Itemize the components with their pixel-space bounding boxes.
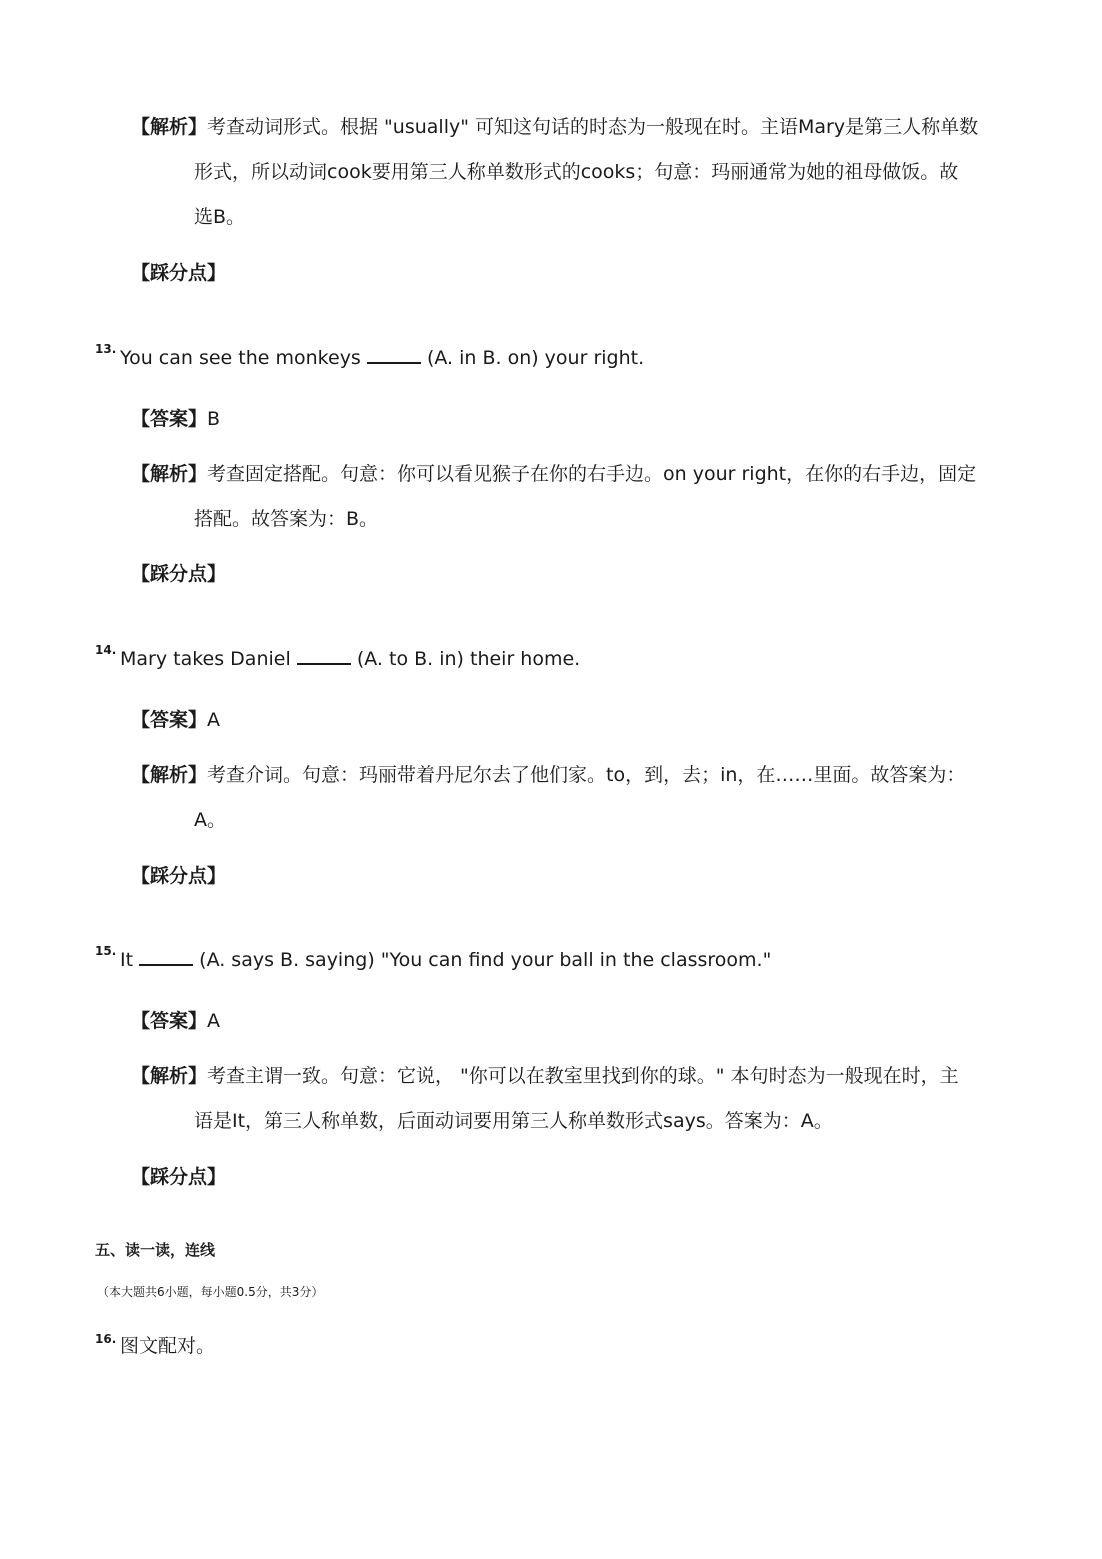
- q14-analysis-line2: A。: [194, 809, 226, 831]
- section-note: （本大题共6小题，每小题0.5分，共3分）: [97, 1285, 324, 1299]
- q14-analysis-text-1: 考查介词。句意：玛丽带着丹尼尔去了他们家。to，到，去；in，在……里面。故答案为：: [207, 764, 966, 786]
- scoring-label: 【踩分点】: [131, 262, 227, 284]
- answer-label: 【答案】: [131, 709, 208, 731]
- q13-answer: [131, 407, 220, 431]
- q15-number: 15.: [95, 944, 117, 958]
- q13-number: 13.: [95, 342, 117, 356]
- answer-label: 【答案】: [131, 408, 208, 430]
- q16-number: 16.: [95, 1332, 117, 1346]
- q13-scoring-points: [131, 562, 226, 586]
- analysis-label: 【解析】: [131, 764, 208, 786]
- q13-answer-value: B: [207, 408, 221, 430]
- analysis-label: 【解析】: [131, 116, 208, 138]
- q14-answer: [131, 708, 220, 732]
- q15-scoring-points: [131, 1165, 226, 1189]
- q15-analysis-text-1: 考查主谓一致。句意：它说， "你可以在教室里找到你的球。" 本句时态为一般现在时，主: [207, 1065, 959, 1087]
- q14-answer-value: A: [207, 709, 221, 731]
- q13-stem-after: (A. in B. on) your right.: [426, 347, 645, 369]
- q16-stem: 图文配对。: [120, 1335, 216, 1357]
- q14-stem: [120, 645, 580, 671]
- q15-analysis-line1: [131, 1064, 959, 1088]
- analysis-label: 【解析】: [131, 1065, 208, 1087]
- q13-stem-before: You can see the monkeys: [120, 347, 361, 369]
- q14-blank: [297, 645, 351, 665]
- q14-number: 14.: [95, 643, 117, 657]
- q12-analysis-text-1: 考查动词形式。根据 "usually" 可知这句话的时态为一般现在时。主语Mary是第三人称单数: [207, 116, 979, 138]
- q14-scoring-points: [131, 864, 226, 888]
- q12-scoring-points: [131, 261, 226, 285]
- q15-answer: [131, 1009, 220, 1033]
- q15-stem-after: (A. says B. saying) "You can find your ball in the classroom.": [199, 949, 772, 971]
- q15-blank: [139, 946, 193, 966]
- scoring-label: 【踩分点】: [131, 563, 227, 585]
- scoring-label: 【踩分点】: [131, 865, 227, 887]
- q15-answer-value: A: [207, 1010, 221, 1032]
- analysis-label: 【解析】: [131, 463, 208, 485]
- q12-analysis-line2: 形式，所以动词cook要用第三人称单数形式的cooks；句意：玛丽通常为她的祖母做饭。故: [194, 161, 959, 183]
- q14-stem-after: (A. to B. in) their home.: [356, 648, 581, 670]
- q13-analysis-line1: [131, 462, 976, 486]
- q14-stem-before: Mary takes Daniel: [120, 648, 291, 670]
- q15-stem-before: It: [120, 949, 134, 971]
- section-title: 五、读一读，连线: [95, 1241, 216, 1259]
- q13-blank: [367, 344, 421, 364]
- scoring-label: 【踩分点】: [131, 1166, 227, 1188]
- q12-analysis-line3: 选B。: [194, 206, 246, 228]
- q15-stem: [120, 946, 771, 972]
- answer-label: 【答案】: [131, 1010, 208, 1032]
- q15-analysis-line2: 语是It，第三人称单数，后面动词要用第三人称单数形式says。答案为：A。: [194, 1110, 833, 1132]
- q14-analysis-line1: [131, 763, 965, 787]
- q12-analysis-line1: [131, 115, 978, 139]
- q13-analysis-text-1: 考查固定搭配。句意：你可以看见猴子在你的右手边。on your right，在你的右手边，固定: [207, 463, 977, 485]
- q13-analysis-line2: 搭配。故答案为：B。: [194, 508, 379, 530]
- q13-stem: [120, 344, 644, 370]
